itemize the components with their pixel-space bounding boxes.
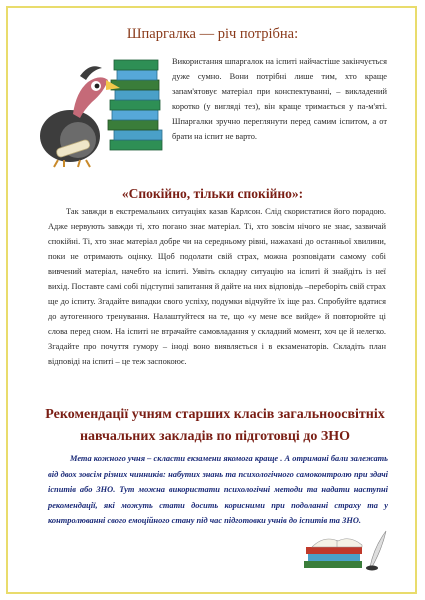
calm-paragraph: Так завжди в екстремальних ситуаціях казав Карлсон. Слід скористатися його порадою. Адже нервують завжди ті, хто погано знає матеріал. Ті, хто зовсім нічого не знає, зазвичай спокійні. Ті, хто знає матеріал добре чи на середньому рівні, нажахані до останньої хвилини, поки не отримають оцінку. Щоб подолати свій страх, можна розповідати самому собі вивчений матеріал, начебто на іспиті. Уявіть складну ситуацію на іспиті й знайдіть із неї вихід. Поставте самі собі підступні запитання й дайте на них відповідь –переборіть свій страх ще до іспиту. Згадайте випадки свого успіху, подумки відчуйте їх іще раз. Спробуйте вдатися до аутогенного тренування. Налаштуйтеся на те, що «у мене все вийде» й повторюйте ці слова перед сном. На іспиті не втрачайте самовладання у складний момент, хоч це й нелегко. Згадайте про почуття гумору – іноді воно виявляється і в екзаменаторів. Складіть план відповіді на іспиті – це теж заспокоює. bbox=[48, 207, 386, 366]
recommend-title: Рекомендації учням старших класів загальноосвітніх навчальних закладів по підготовці до ЗНО bbox=[45, 407, 385, 444]
vulture-with-books-icon bbox=[18, 52, 168, 170]
calm-title: «Спокійно, тільки спокійно»: bbox=[121, 186, 304, 201]
cheatsheet-title: Шпаргалка — річ потрібна: bbox=[126, 26, 299, 42]
recommend-paragraph: Мета кожного учня – скласти екзамени якомога краще . А отримані бали залежать від двох зовсім різних чинників: набутих знань та психологічного самоконтролю при здачі іспитів або ЗНО. Тут можна використати психологічні методи та надати наступні рекомендації, які можуть стати досить корисними при подоланні страху та у контролюванні свого емоційного стану під час підготовки учнів до іспитів та ЗНО. bbox=[48, 454, 388, 525]
calm-body bbox=[48, 204, 386, 369]
books-and-quill-icon bbox=[300, 527, 390, 572]
recommend-body bbox=[48, 451, 388, 529]
intro-paragraph: Використання шпаргалок на іспиті найчастіше закінчується дуже сумно. Вони потрібні лише тим, хто краще запам'ятовує матеріал при конспектуванні, – викладений коротко (у вигляді тез), він краще тримається у па-м'яті. Шпаргалки зручно переглянути перед самим іспитом, а от брати на іспит не варто. bbox=[172, 57, 387, 141]
book-stack bbox=[108, 60, 162, 150]
